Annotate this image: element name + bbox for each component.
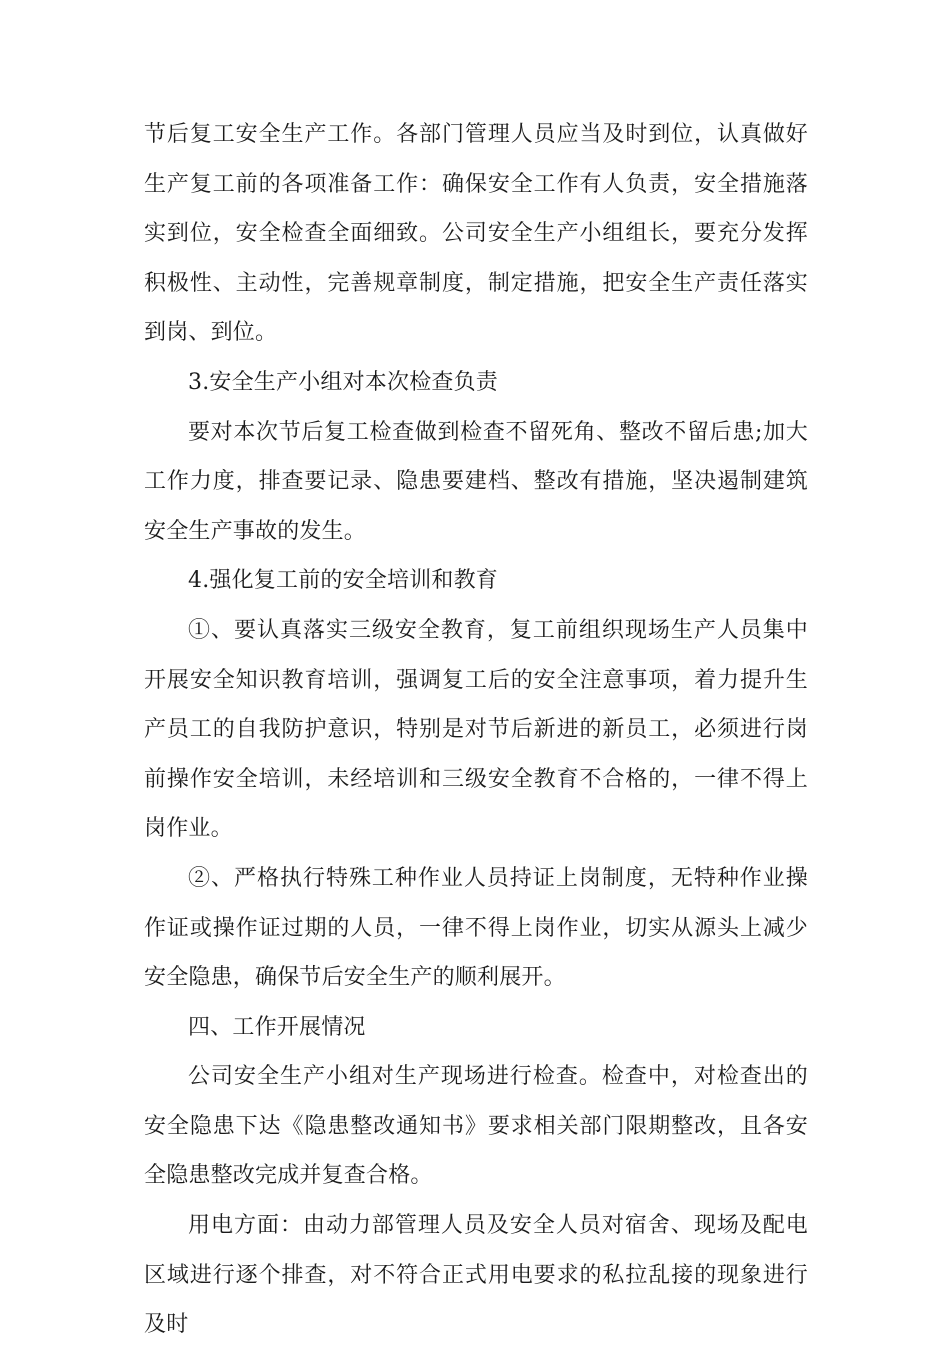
paragraph-continued-intro: 节后复工安全生产工作。各部门管理人员应当及时到位，认真做好生产复工前的各项准备工作：确保安全工作有人负责，安全措施落实到位，安全检查全面细致。公司安全生产小组组长，要充分发挥积极性、主动性，完善规章制度，制定措施，把安全生产责任落实到岗、到位。 xyxy=(144,122,808,346)
heading-item-3: 3.安全生产小组对本次检查负责 xyxy=(188,369,498,395)
paragraph-electricity: 用电方面：由动力部管理人员及安全人员对宿舍、现场及配电区域进行逐个排查，对不符合正式用电要求的私拉乱接的现象进行及时 xyxy=(144,1213,808,1338)
paragraph-item-4-point-1: ①、要认真落实三级安全教育，复工前组织现场生产人员集中开展安全知识教育培训，强调复工后的安全注意事项，着力提升生产员工的自我防护意识，特别是对节后新进的新员工，必须进行岗前操作安全培训，未经培训和三级安全教育不合格的，一律不得上岗作业。 xyxy=(144,617,808,842)
paragraph-item-4-point-2: ②、严格执行特殊工种作业人员持证上岗制度，无特种作业操作证或操作证过期的人员，一律不得上岗作业，切实从源头上减少安全隐患，确保节后安全生产的顺利展开。 xyxy=(144,865,808,991)
paragraph-item-3-body: 要对本次节后复工检查做到检查不留死角、整改不留后患;加大工作力度，排查要记录、隐患要建档、整改有措施，坚决遏制建筑安全生产事故的发生。 xyxy=(144,419,808,544)
paragraph-inspection: 公司安全生产小组对生产现场进行检查。检查中，对检查出的安全隐患下达《隐患整改通知书》要求相关部门限期整改，且各安全隐患整改完成并复查合格。 xyxy=(144,1064,808,1189)
heading-item-4: 4.强化复工前的安全培训和教育 xyxy=(188,568,498,594)
document-body xyxy=(144,110,808,1350)
section-heading-4: 四、工作开展情况 xyxy=(188,1014,366,1040)
